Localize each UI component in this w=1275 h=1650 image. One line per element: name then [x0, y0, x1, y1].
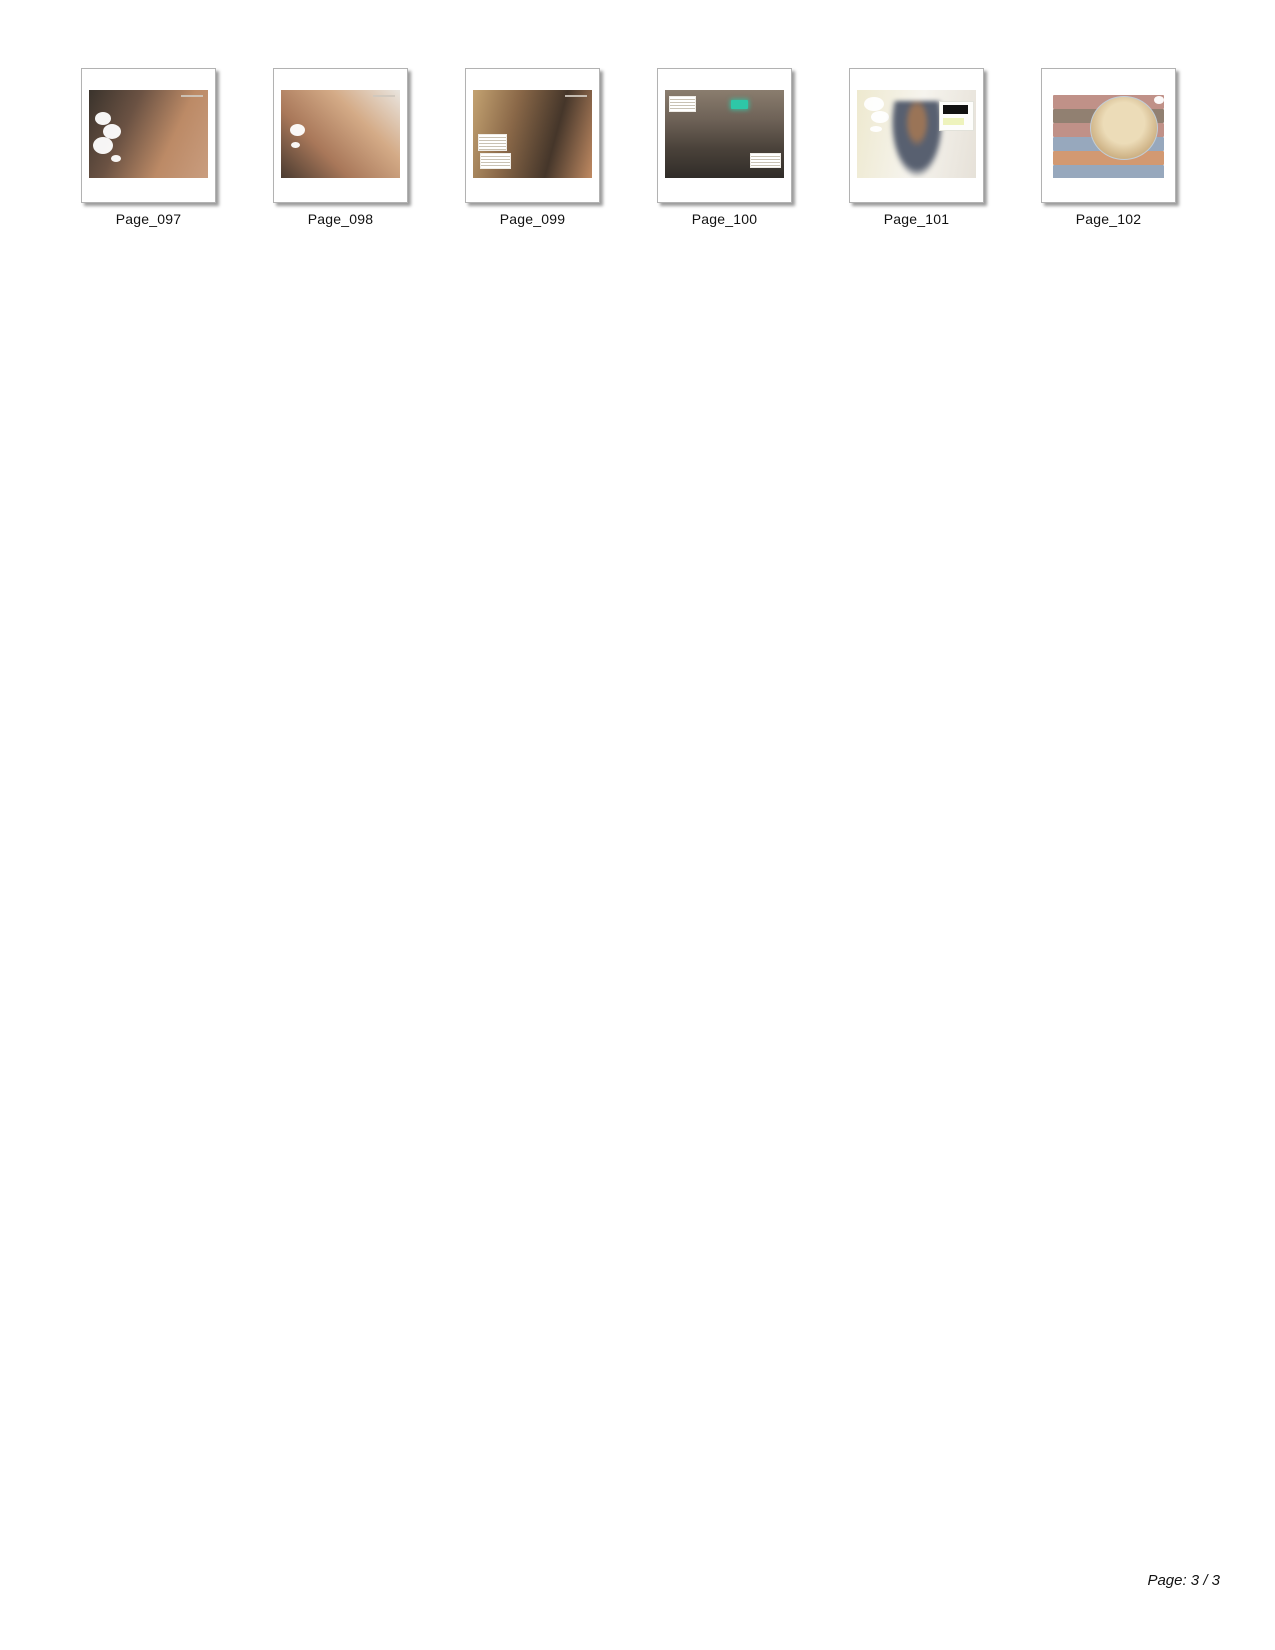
pub-neon-sign-shape [731, 100, 748, 109]
gallery-item-page-101 [849, 68, 984, 227]
gallery-item-page-102 [1041, 68, 1176, 227]
caption-box-shape [750, 153, 781, 168]
gallery-item-page-100 [657, 68, 792, 227]
thumbnail-image [473, 90, 592, 178]
thumbnail-image [665, 90, 784, 178]
collage-tile [1053, 165, 1164, 178]
figure-silhouette-shape [890, 101, 944, 178]
speech-bubble-shape [1154, 96, 1164, 104]
watermark-line [181, 95, 203, 97]
gallery-item-page-099 [465, 68, 600, 227]
thumbnail-page-100[interactable] [657, 68, 792, 203]
thumbnail-image [1049, 90, 1168, 178]
caption-box-shape [478, 134, 507, 151]
thumbnail-label: Page_098 [307, 211, 374, 227]
caption-box-shape [480, 153, 511, 169]
thumbnail-label: Page_099 [499, 211, 566, 227]
thumbnail-image [857, 90, 976, 178]
speech-bubbles-shape [95, 112, 111, 125]
portrait-circle-shape [1090, 96, 1158, 160]
thumbnail-page-097[interactable] [81, 68, 216, 203]
thumbnail-label: Page_101 [883, 211, 950, 227]
thumbnail-label: Page_100 [691, 211, 758, 227]
page-indicator: Page: 3 / 3 [1147, 1572, 1220, 1589]
thumbnail-label: Page_102 [1075, 211, 1142, 227]
speech-bubbles-shape [864, 97, 884, 111]
thumbnail-page-101[interactable] [849, 68, 984, 203]
gallery-item-page-097 [81, 68, 216, 227]
thumbnail-image [281, 90, 400, 178]
thumbnail-page-098[interactable] [273, 68, 408, 203]
note-box-shape [943, 118, 964, 125]
thumbnail-page-099[interactable] [465, 68, 600, 203]
thumbnail-image [89, 90, 208, 178]
gallery-item-page-098 [273, 68, 408, 227]
dark-banner-shape [943, 105, 968, 114]
speech-bubbles-shape [290, 124, 305, 136]
caption-box-shape [669, 96, 696, 112]
thumbnail-label: Page_097 [115, 211, 182, 227]
watermark-line [565, 95, 587, 97]
watermark-line [373, 95, 395, 97]
thumbnail-page-102[interactable] [1041, 68, 1176, 203]
